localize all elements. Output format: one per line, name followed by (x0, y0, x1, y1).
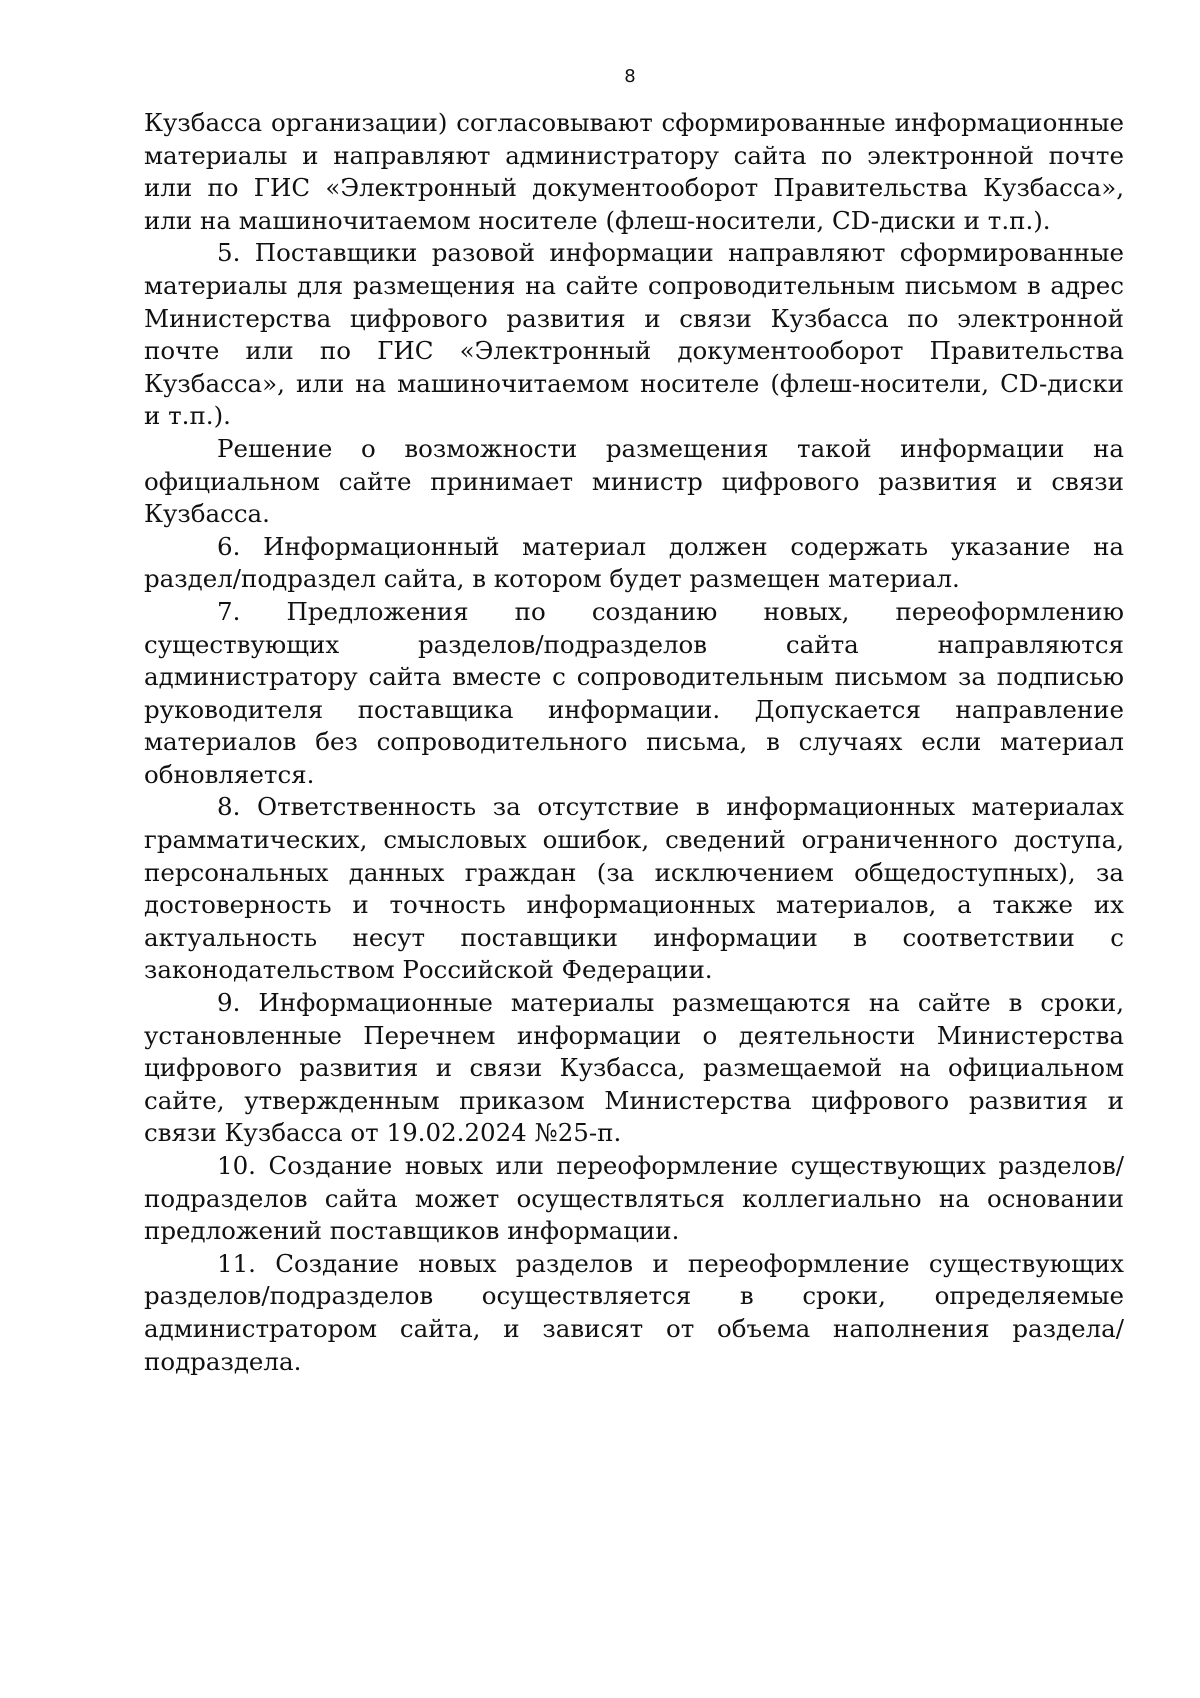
page-number: 8 (624, 66, 636, 87)
paragraph-item-7: 7. Предложения по созданию новых, переоформлению существующих разделов/подразделов сайта направляются администратору сайта вместе с сопроводительным письмом за подписью руководителя поставщика информации. Допускается направление материалов без сопроводительного письма, в случаях если материал обновляется. (144, 596, 1124, 789)
document-body (144, 107, 1124, 1378)
paragraph-item-10: 10. Создание новых или переоформление существующих разделов/подразделов сайта может осуществляться коллегиально на основании предложений поставщиков информации. (144, 1151, 1124, 1246)
paragraph-item-5: 5. Поставщики разовой информации направляют сформированные материалы для размещения на сайте сопроводительным письмом в адрес Министерства цифрового развития и связи Кузбасса по электронной почте или по ГИС «Электронный документооборот Правительства Кузбасса», или на машиночитаемом носителе (флеш-носители, CD-диски и т.п.). (144, 238, 1124, 431)
paragraph-item-6: 6. Информационный материал должен содержать указание на раздел/подраздел сайта, в котором будет размещен материал. (144, 531, 1124, 594)
paragraph-item-9: 9. Информационные материалы размещаются на сайте в сроки, установленные Перечнем информации о деятельности Министерства цифрового развития и связи Кузбасса, размещаемой на официальном сайте, утвержденным приказом Министерства цифрового развития и связи Кузбасса от 19.02.2024 №25-п. (144, 988, 1124, 1148)
paragraph-decision: Решение о возможности размещения такой информации на официальном сайте принимает министр цифрового развития и связи Кузбасса. (144, 433, 1124, 529)
paragraph-item-11: 11. Создание новых разделов и переоформление существующих разделов/подразделов осуществляется в сроки, определяемые администратором сайта, и зависят от объема наполнения раздела/подраздела. (144, 1248, 1124, 1376)
paragraph-item-8: 8. Ответственность за отсутствие в информационных материалах грамматических, смысловых ошибок, сведений ограниченного доступа, персональных данных граждан (за исключением общедоступных), за достоверность и точность информационных материалов, а также их актуальность несут поставщики информации в соответствии с законодательством Российской Федерации. (144, 792, 1124, 985)
paragraph-continuation: Кузбасса организации) согласовывают сформированные информационные материалы и направляют администратору сайта по электронной почте или по ГИС «Электронный документооборот Правительства Кузбасса», или на машиночитаемом носителе (флеш-носители, CD-диски и т.п.). (144, 108, 1124, 235)
